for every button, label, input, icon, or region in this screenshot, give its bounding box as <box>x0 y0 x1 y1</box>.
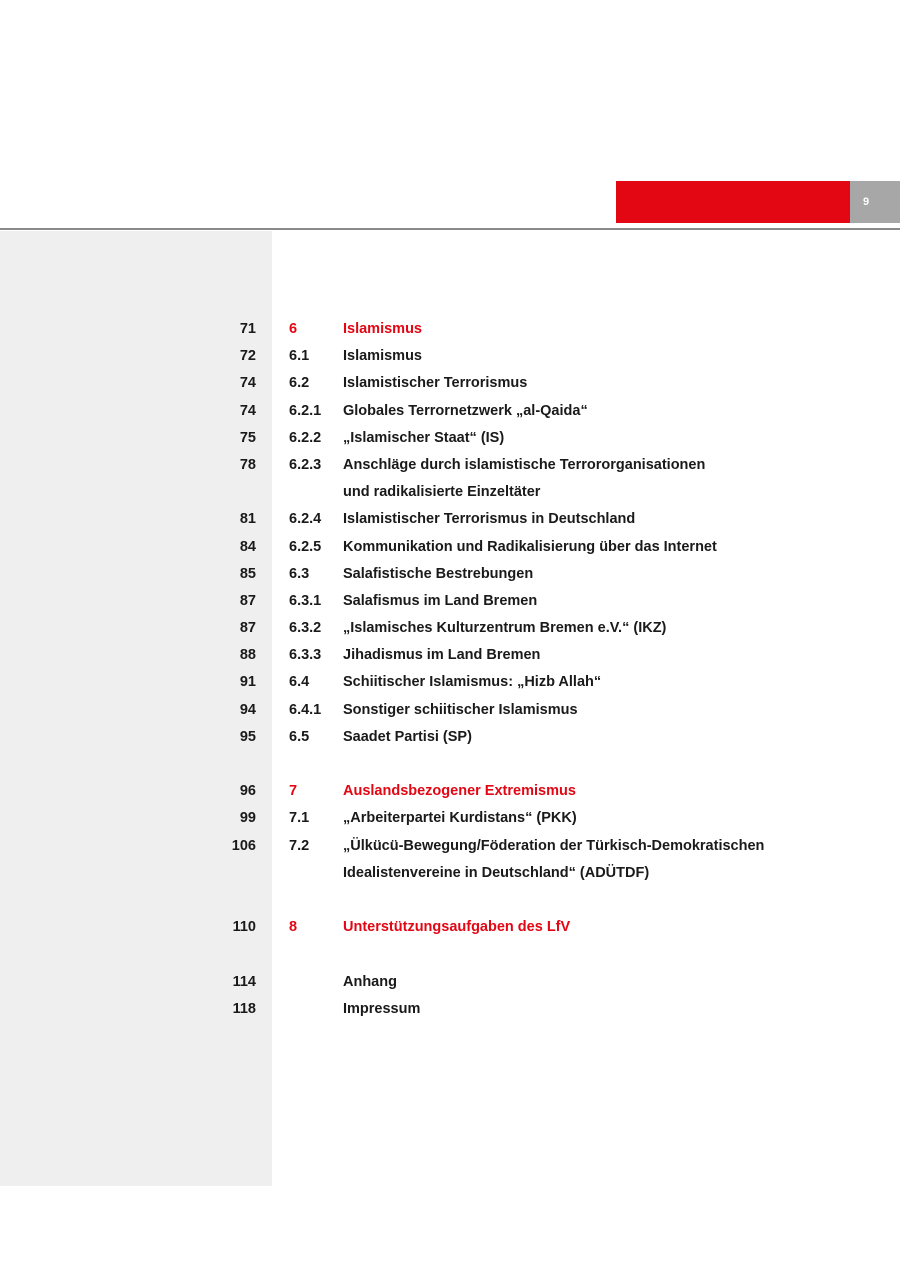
toc-entry[interactable] <box>0 534 900 561</box>
toc-title: „Ülkücü-Bewegung/Föderation der Türkisch-Demokratischen <box>343 837 765 854</box>
toc-page-number: 74 <box>239 402 256 419</box>
toc-page-number: 88 <box>239 647 256 664</box>
toc-title: „Arbeiterpartei Kurdistans“ (PKK) <box>343 810 577 827</box>
toc-entry[interactable] <box>0 642 900 669</box>
toc-chapter-entry[interactable] <box>0 914 900 941</box>
toc-title: Saadet Partisi (SP) <box>343 728 472 745</box>
toc-title: Idealistenvereine in Deutschland“ (ADÜTDF) <box>343 864 650 881</box>
toc-page-number: 94 <box>239 701 256 718</box>
toc-page-number: 95 <box>239 728 256 745</box>
toc-entry[interactable] <box>0 697 900 724</box>
toc-section-number: 6.2.3 <box>289 456 322 473</box>
toc-entry[interactable] <box>0 398 900 425</box>
toc-entry[interactable] <box>0 479 900 506</box>
toc-title: Salafismus im Land Bremen <box>343 592 538 609</box>
toc-page-number: 81 <box>239 511 256 528</box>
toc-entry[interactable] <box>0 343 900 370</box>
toc-title: Islamistischer Terrorismus in Deutschland <box>343 511 636 528</box>
toc-section-number: 6.2.5 <box>289 538 322 555</box>
toc-title: „Islamischer Staat“ (IS) <box>343 429 505 446</box>
page-number: 9 <box>862 196 870 208</box>
toc-entry[interactable] <box>0 724 900 751</box>
toc-chapter-entry[interactable] <box>0 316 900 343</box>
table-of-contents <box>0 316 900 1023</box>
toc-entry[interactable] <box>0 833 900 860</box>
toc-title: Anschläge durch islamistische Terrororganisationen <box>343 456 706 473</box>
toc-entry[interactable] <box>0 805 900 832</box>
toc-title: Sonstiger schiitischer Islamismus <box>343 701 578 718</box>
toc-section-number: 6.4.1 <box>289 701 322 718</box>
toc-page-number: 74 <box>239 375 256 392</box>
header-rule <box>0 228 900 230</box>
toc-entry[interactable] <box>0 969 900 996</box>
toc-page-number: 114 <box>232 973 256 990</box>
toc-title: Islamismus <box>343 321 422 337</box>
toc-page-number: 75 <box>239 429 256 446</box>
toc-section-number: 8 <box>289 919 298 936</box>
toc-page-number: 78 <box>239 456 256 473</box>
toc-section-number: 7.1 <box>289 810 310 827</box>
toc-title: Islamismus <box>343 348 422 365</box>
toc-title: und radikalisierte Einzeltäter <box>343 484 541 501</box>
toc-page-number: 71 <box>239 321 256 337</box>
toc-section-number: 6.2.4 <box>289 511 322 528</box>
toc-section-number: 6.2.2 <box>289 429 322 446</box>
toc-page-number: 99 <box>239 810 256 827</box>
toc-page-number: 91 <box>239 674 256 691</box>
toc-section-number: 6.1 <box>289 348 310 365</box>
header-red-bar <box>616 181 850 223</box>
toc-page-number: 110 <box>232 919 256 936</box>
toc-title: Impressum <box>343 1000 421 1017</box>
toc-entry[interactable] <box>0 452 900 479</box>
toc-entry[interactable] <box>0 996 900 1023</box>
toc-title: Kommunikation und Radikalisierung über das Internet <box>343 538 717 555</box>
toc-chapter-entry[interactable] <box>0 778 900 805</box>
toc-title: Auslandsbezogener Extremismus <box>343 783 576 800</box>
toc-entry[interactable] <box>0 615 900 642</box>
toc-page-number: 72 <box>239 348 256 365</box>
toc-page-number: 118 <box>232 1000 256 1017</box>
toc-page-number: 85 <box>239 565 256 582</box>
toc-page-number: 96 <box>239 783 256 800</box>
toc-section-number: 6.5 <box>289 728 310 745</box>
toc-section-number: 6.4 <box>289 674 310 691</box>
toc-section-number: 6.3.3 <box>289 647 322 664</box>
toc-title: Salafistische Bestrebungen <box>343 565 534 582</box>
toc-page-number: 84 <box>239 538 256 555</box>
toc-title: Jihadismus im Land Bremen <box>343 647 541 664</box>
toc-entry[interactable] <box>0 588 900 615</box>
toc-section-number: 6.2 <box>289 375 310 392</box>
toc-section-number: 6.2.1 <box>289 402 322 419</box>
toc-title: „Islamisches Kulturzentrum Bremen e.V.“ (IKZ) <box>343 620 667 637</box>
toc-entry[interactable] <box>0 860 900 887</box>
toc-section-number: 7.2 <box>289 837 310 854</box>
toc-entry[interactable] <box>0 561 900 588</box>
toc-section-number: 6.3.1 <box>289 592 322 609</box>
toc-title: Schiitischer Islamismus: „Hizb Allah“ <box>343 674 602 691</box>
toc-entry[interactable] <box>0 425 900 452</box>
toc-entry[interactable] <box>0 506 900 533</box>
toc-title: Globales Terrornetzwerk „al-Qaida“ <box>343 402 588 419</box>
toc-title: Islamistischer Terrorismus <box>343 375 528 392</box>
toc-page-number: 87 <box>239 620 256 637</box>
toc-section-number: 6.3.2 <box>289 620 322 637</box>
toc-section-number: 6 <box>289 321 298 337</box>
toc-entry[interactable] <box>0 370 900 397</box>
toc-section-number: 6.3 <box>289 565 310 582</box>
toc-entry[interactable] <box>0 669 900 696</box>
toc-title: Anhang <box>343 973 397 990</box>
toc-title: Unterstützungsaufgaben des LfV <box>343 919 571 936</box>
toc-page-number: 87 <box>239 592 256 609</box>
toc-section-number: 7 <box>289 783 298 800</box>
toc-page-number: 106 <box>231 837 256 854</box>
